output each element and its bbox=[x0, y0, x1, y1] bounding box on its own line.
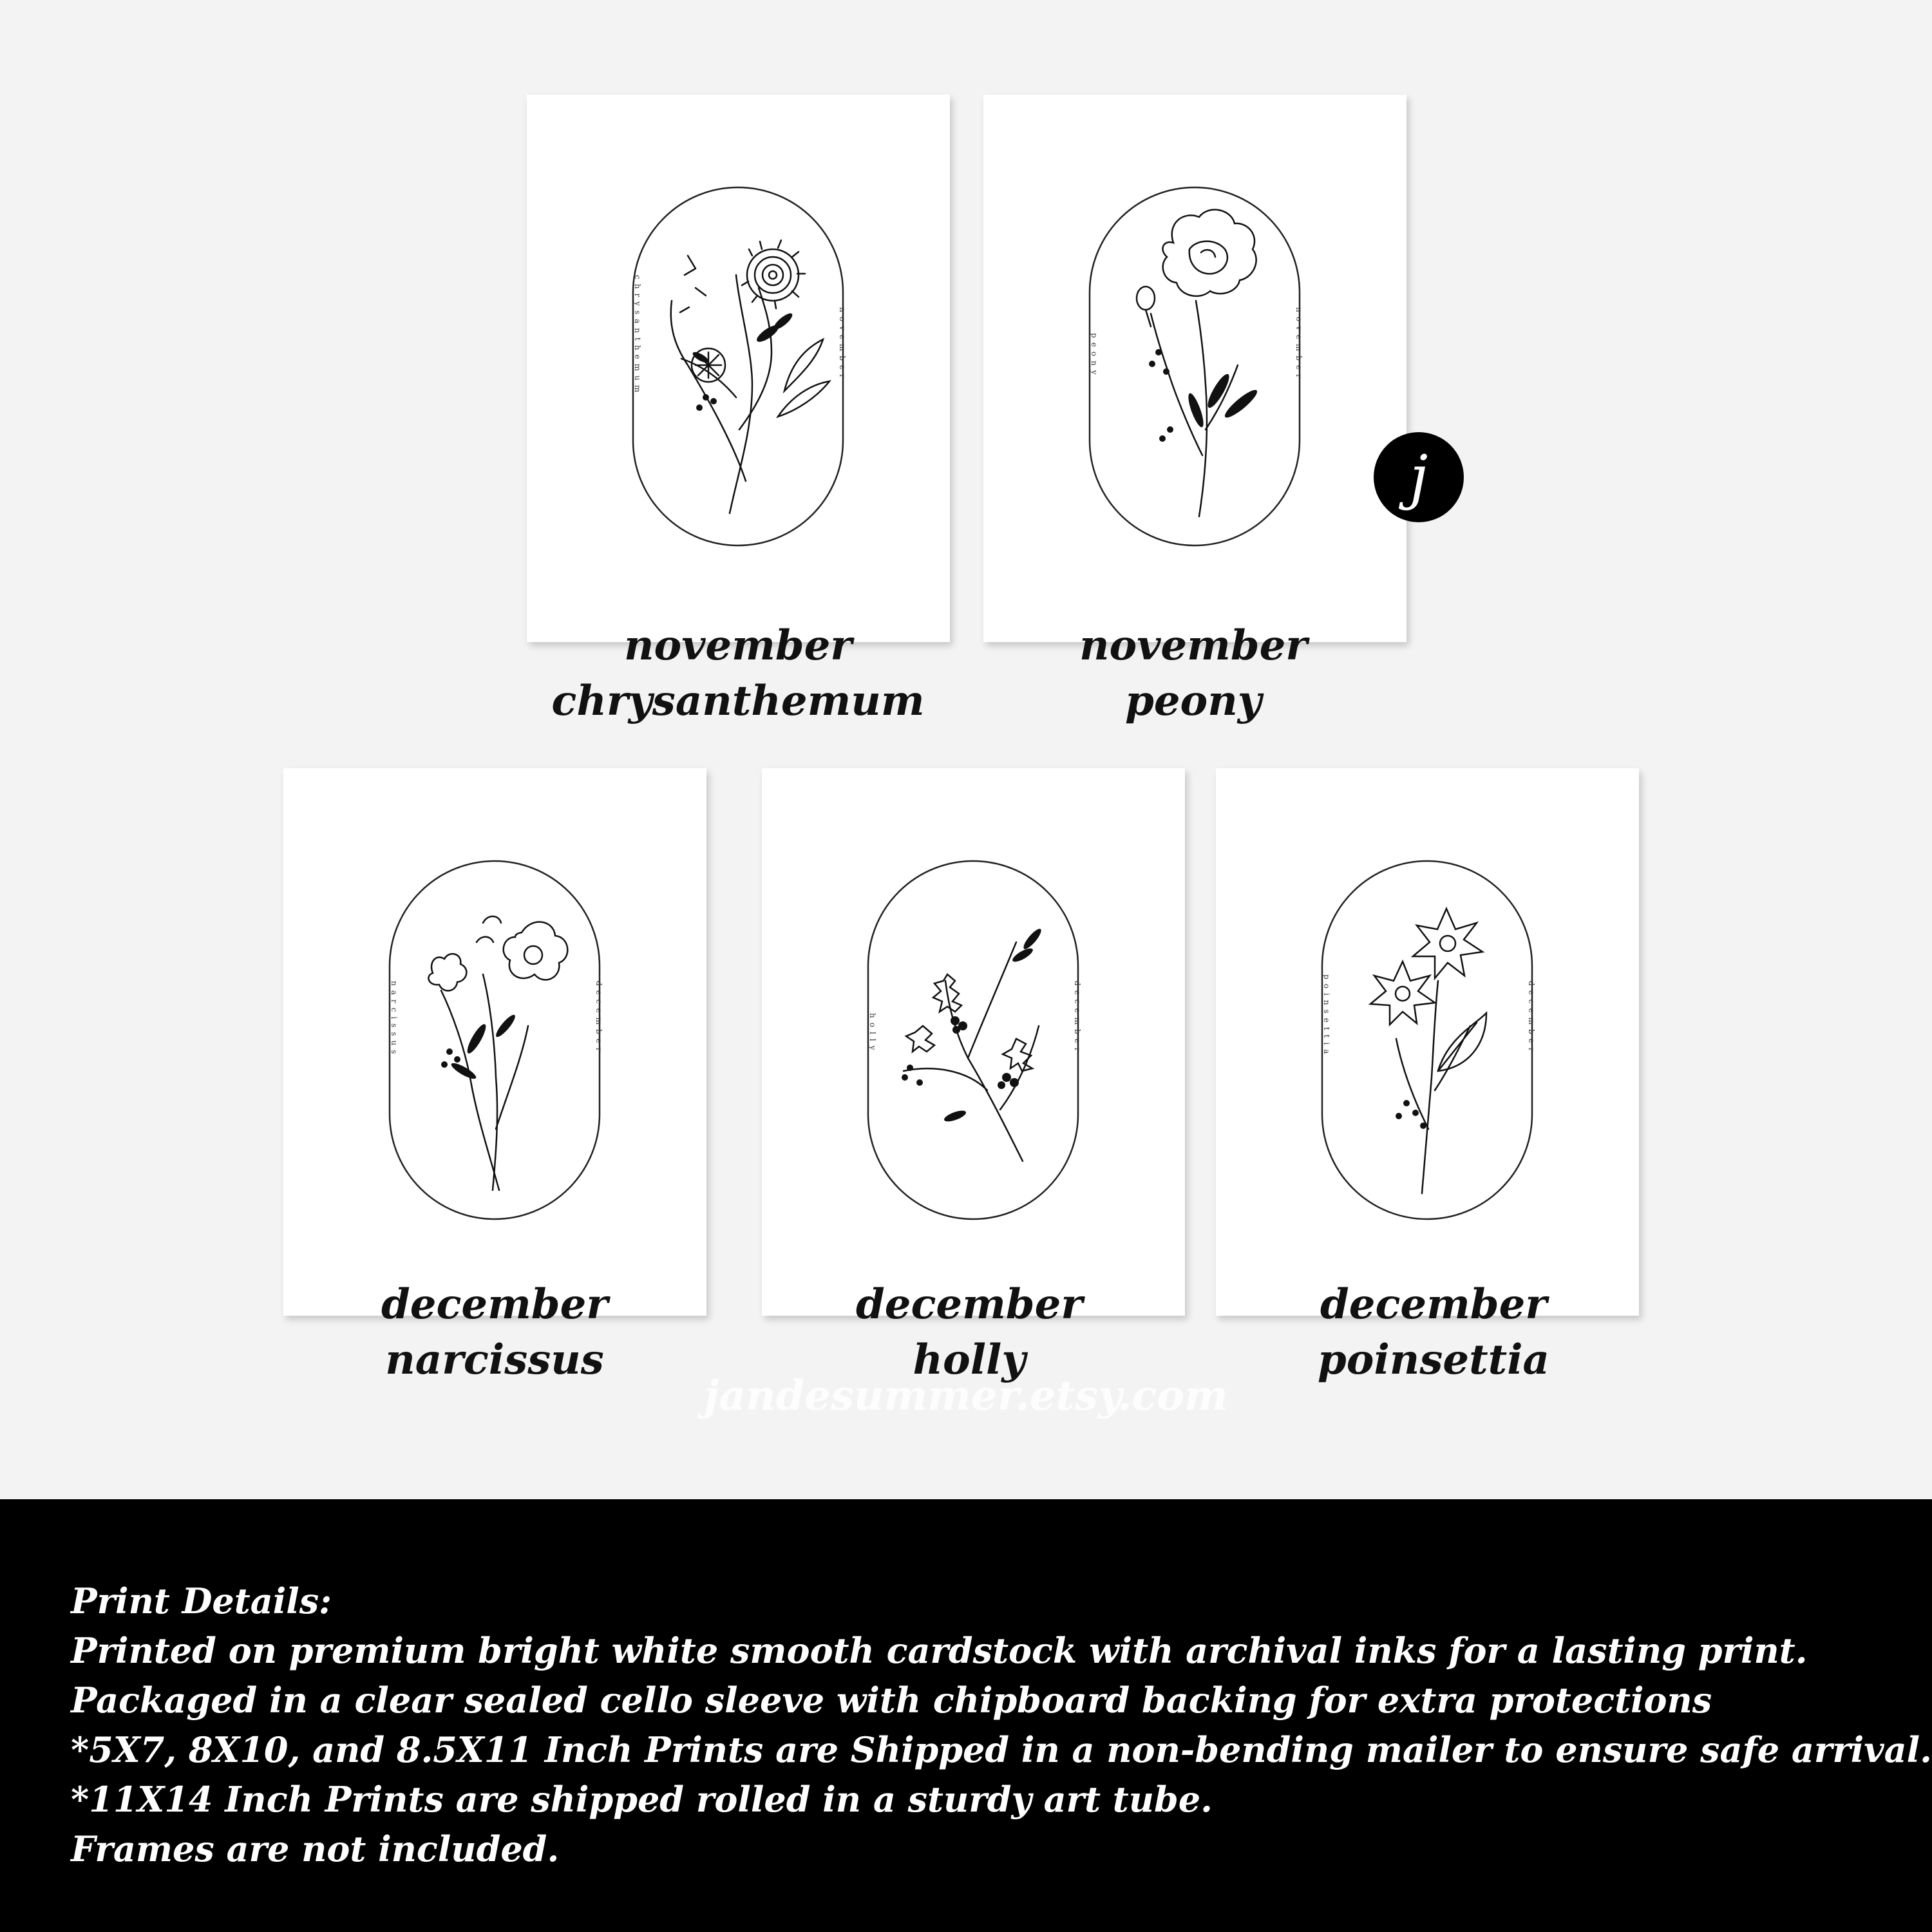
holly-illustration bbox=[762, 768, 1185, 1316]
print-details-heading: Print Details: bbox=[71, 1580, 332, 1622]
vertical-month-label: december bbox=[1527, 981, 1536, 1056]
caption-month: december bbox=[1320, 1280, 1548, 1329]
print-details-line: Packaged in a clear sealed cello sleeve with chipboard backing for extra protections bbox=[71, 1680, 1712, 1721]
vertical-flower-label: narcissus bbox=[390, 981, 399, 1059]
vertical-flower-label: holly bbox=[868, 1013, 877, 1055]
caption-chrysanthemum bbox=[513, 618, 963, 729]
print-details-line: Frames are not included. bbox=[71, 1828, 560, 1870]
caption-flower: narcissus bbox=[385, 1336, 604, 1384]
caption-month: december bbox=[381, 1280, 609, 1329]
print-details-line: *5X7, 8X10, and 8.5X11 Inch Prints are Shipped in a non-bending mailer to ensure safe arrival. bbox=[71, 1729, 1932, 1770]
vertical-month-label: december bbox=[594, 981, 603, 1056]
caption-flower: peony bbox=[1125, 677, 1262, 725]
print-card-chrysanthemum bbox=[527, 95, 950, 642]
narcissus-illustration bbox=[283, 768, 706, 1316]
caption-month: december bbox=[855, 1280, 1083, 1329]
print-details bbox=[71, 1577, 1932, 1874]
chrysanthemum-illustration bbox=[527, 95, 950, 642]
print-card-poinsettia bbox=[1216, 768, 1639, 1316]
print-card-peony bbox=[983, 95, 1406, 642]
caption-flower: poinsettia bbox=[1318, 1336, 1549, 1384]
vertical-flower-label: chrysanthemum bbox=[633, 275, 642, 397]
vertical-flower-label: peony bbox=[1090, 333, 1099, 379]
print-card-narcissus bbox=[283, 768, 706, 1316]
print-details-line: *11X14 Inch Prints are shipped rolled in a sturdy art tube. bbox=[71, 1779, 1213, 1820]
print-details-line: Printed on premium bright white smooth cardstock with archival inks for a lasting print. bbox=[71, 1630, 1808, 1671]
brand-logo-icon: j bbox=[1374, 432, 1464, 522]
caption-month: november bbox=[1079, 621, 1308, 670]
vertical-month-label: november bbox=[838, 307, 847, 383]
shop-watermark: jandesummer.etsy.com bbox=[704, 1372, 1228, 1420]
caption-flower: chrysanthemum bbox=[551, 677, 925, 725]
vertical-flower-label: poinsettia bbox=[1322, 974, 1331, 1059]
peony-illustration bbox=[983, 95, 1406, 642]
vertical-month-label: december bbox=[1073, 981, 1082, 1056]
poinsettia-illustration bbox=[1216, 768, 1639, 1316]
caption-month: november bbox=[623, 621, 853, 670]
caption-peony bbox=[968, 618, 1419, 729]
print-card-holly bbox=[762, 768, 1185, 1316]
vertical-month-label: november bbox=[1294, 307, 1303, 383]
caption-flower: holly bbox=[913, 1336, 1026, 1384]
